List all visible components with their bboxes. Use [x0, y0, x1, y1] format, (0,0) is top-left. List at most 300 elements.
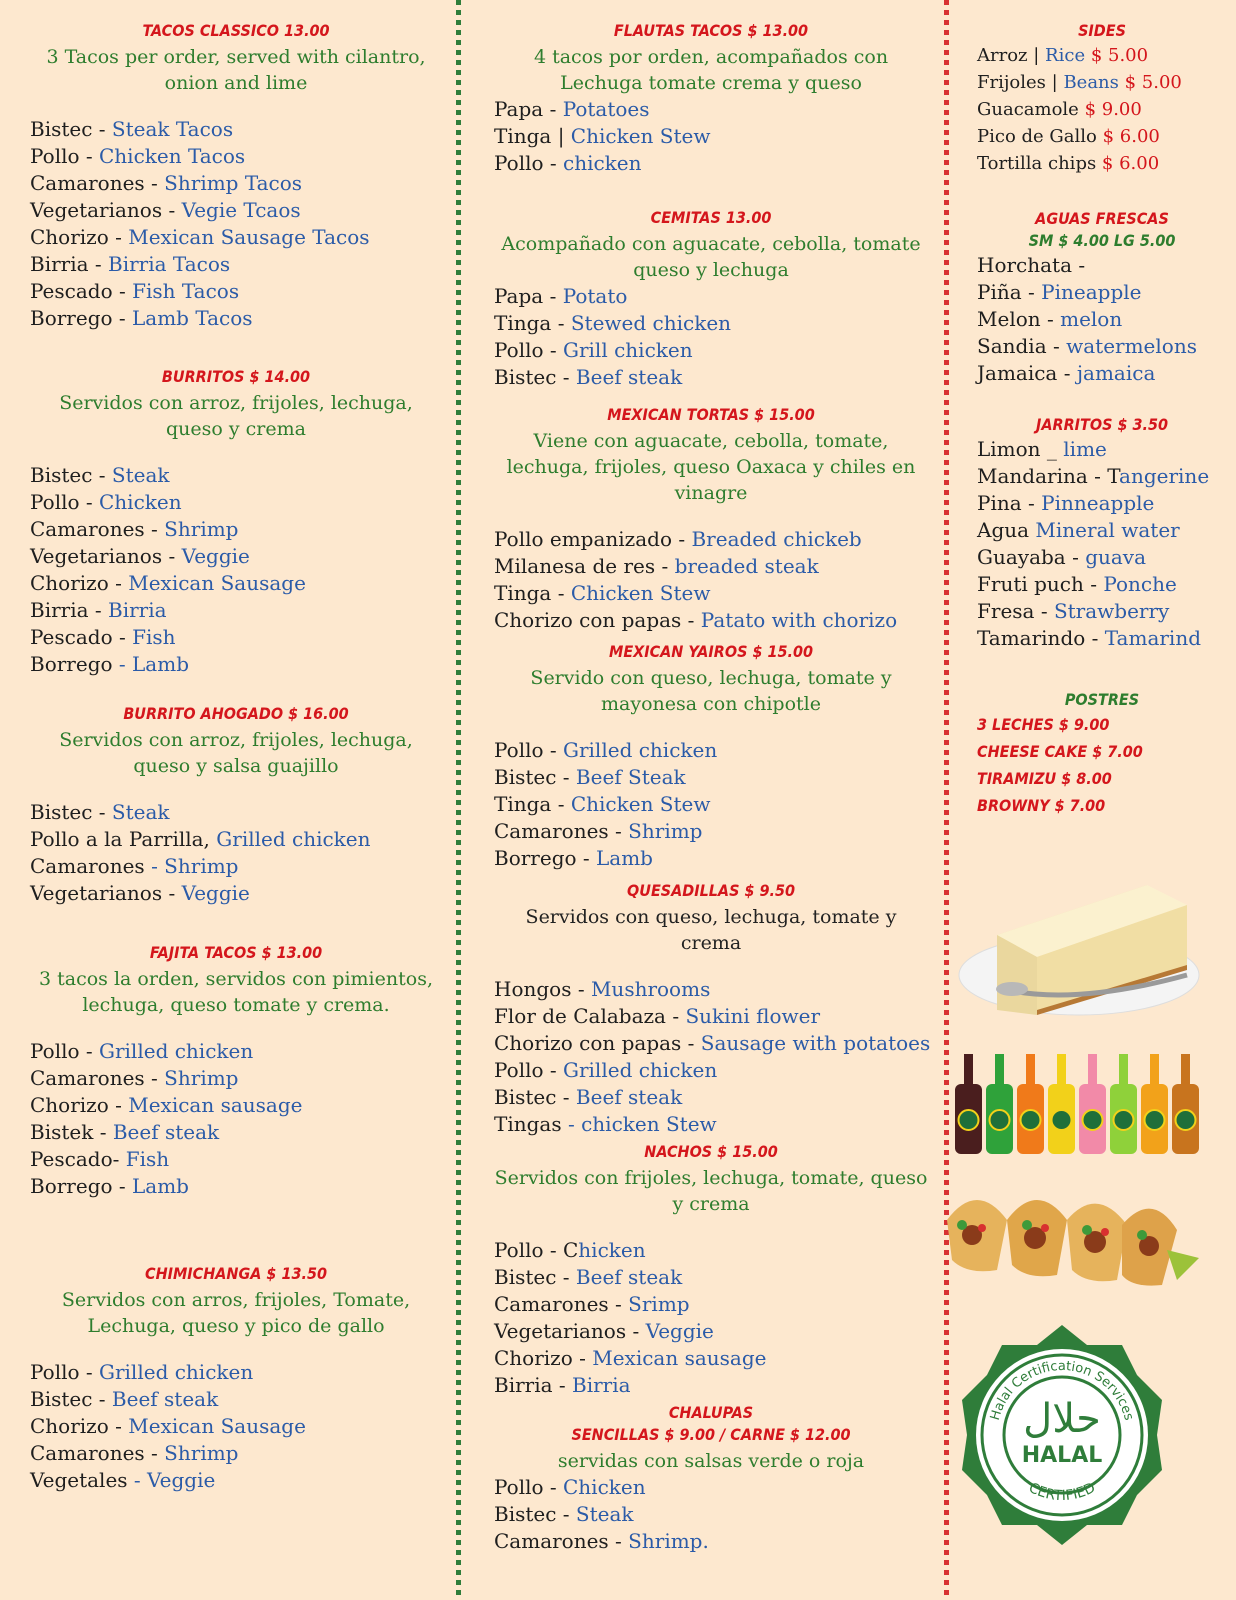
item-name-english: Potatoes	[562, 97, 650, 121]
menu-item	[30, 597, 442, 624]
item-name-spanish: Birria -	[30, 252, 109, 276]
menu-item	[30, 1173, 442, 1200]
item-name-english: Grill chicken	[563, 338, 693, 362]
section-description: Servidos con arros, frijoles, Tomate, Lechuga, queso y pico de gallo	[61, 1289, 411, 1337]
item-name-spanish: Pollo -	[30, 1360, 99, 1384]
menu-item	[30, 1440, 442, 1467]
flautas-tacos-13-00-section	[494, 20, 928, 177]
menu-item	[977, 544, 1227, 571]
item-name-english: Sausage with potatoes	[700, 1031, 931, 1055]
menu-item	[494, 845, 928, 872]
item-name-spanish: Papa -	[494, 97, 563, 121]
item-name-english: Beef steak	[111, 1387, 219, 1411]
item-name-english: Breaded chickeb	[691, 527, 862, 551]
item-name-english: Rice	[1045, 45, 1091, 66]
menu-item	[494, 364, 928, 391]
item-name-english: Patato with chorizo	[700, 608, 898, 632]
menu-item	[977, 333, 1227, 360]
item-name-spanish: Tinga -	[494, 311, 571, 335]
item-name-english: Chicken	[563, 1475, 646, 1499]
item-name-english: guava	[1085, 545, 1147, 569]
item-name-spanish: Camarones -	[494, 1292, 629, 1316]
section-title: MEXICAN TORTAS $ 15.00	[607, 405, 815, 424]
item-name-spanish: Pollo -	[30, 1039, 99, 1063]
item-name-spanish: Pollo empanizado -	[494, 527, 692, 551]
item-name-spanish: Camarones	[30, 854, 152, 878]
jarritos-section	[977, 414, 1227, 652]
menu-item	[494, 283, 928, 310]
section-title: QUESADILLAS $ 9.50	[627, 881, 795, 900]
item-name-english: angerine	[1119, 464, 1210, 488]
menu-item-list	[30, 462, 442, 678]
burrito-ahogado-16-00-section	[30, 703, 442, 907]
item-name-spanish: Bistec -	[494, 1085, 576, 1109]
item-name-spanish: Bistek -	[30, 1120, 113, 1144]
menu-item-list	[30, 116, 442, 332]
item-name-english: Chicken	[99, 490, 182, 514]
red-divider	[944, 0, 949, 1600]
item-name-english: Beef steak	[575, 365, 683, 389]
item-name-spanish: Tortilla chips	[977, 153, 1102, 174]
item-name-spanish: Pico de Gallo	[977, 126, 1103, 147]
item-name-spanish: Vegetales	[30, 1468, 134, 1492]
dessert-item: 3 LECHES $ 9.00	[977, 715, 1110, 734]
item-name-english: Beef steak	[112, 1120, 220, 1144]
halal-badge	[957, 1320, 1167, 1550]
section-description: Servidos con arroz, frijoles, lechuga, queso y salsa guajillo	[59, 729, 413, 777]
item-name-spanish: Chorizo -	[30, 571, 129, 595]
halal-ring-bottom-text: CERTIFIED	[1025, 1479, 1099, 1505]
soda-bottle-icon	[1017, 1054, 1044, 1154]
item-name-spanish: Limon _	[977, 437, 1064, 461]
menu-item	[494, 1501, 928, 1528]
menu-item	[30, 1038, 442, 1065]
menu-item-list	[494, 1237, 928, 1399]
menu-item	[30, 543, 442, 570]
item-name-english: Shrimp	[164, 1441, 239, 1465]
menu-item	[30, 624, 442, 651]
item-name-spanish: Birria -	[30, 598, 109, 622]
section-description: Servidos con arroz, frijoles, lechuga, queso y crema	[59, 392, 413, 440]
menu-item	[977, 279, 1227, 306]
item-name-spanish: Bistec -	[494, 365, 576, 389]
item-name-english: Birria Tacos	[108, 252, 231, 276]
item-name-spanish: Borrego -	[30, 306, 133, 330]
menu-item	[494, 553, 928, 580]
item-name-spanish: Pollo -	[494, 338, 563, 362]
item-name-spanish: Pollo - C	[494, 1238, 579, 1262]
cheesecake-image	[957, 865, 1207, 1025]
item-name-spanish: Pina -	[977, 491, 1042, 515]
nachos-15-00-section	[494, 1141, 928, 1399]
item-name-english: Grilled chicken	[99, 1039, 254, 1063]
section-title: FLAUTAS TACOS $ 13.00	[613, 21, 809, 40]
aguas-prices: SM $ 4.00 LG 5.00	[1028, 231, 1176, 250]
menu-item	[30, 880, 442, 907]
item-name-spanish: Tinga -	[494, 581, 571, 605]
menu-item	[494, 1264, 928, 1291]
menu-item	[30, 224, 442, 251]
item-name-spanish: Bistec -	[494, 765, 576, 789]
menu-item	[494, 607, 928, 634]
chimichanga-13-50-section	[30, 1263, 442, 1494]
item-name-spanish: Chorizo -	[30, 1093, 129, 1117]
menu-item	[977, 306, 1227, 333]
item-name-english: Grilled chicken	[563, 1058, 718, 1082]
item-name-spanish: Bistec -	[494, 1265, 576, 1289]
menu-item	[977, 436, 1227, 463]
item-price: $ 5.00	[1124, 72, 1182, 93]
aguas-list	[977, 252, 1227, 387]
menu-item	[977, 571, 1227, 598]
jarritos-list	[977, 436, 1227, 652]
menu-item	[977, 42, 1227, 69]
item-name-spanish: Pollo a la Parrilla,	[30, 827, 217, 851]
item-name-spanish: Guacamole	[977, 99, 1085, 120]
item-name-spanish: Arroz |	[977, 45, 1046, 66]
green-divider	[456, 0, 461, 1600]
item-name-spanish: Bistec -	[30, 117, 112, 141]
item-name-spanish: Guayaba -	[977, 545, 1086, 569]
item-name-spanish: Piña -	[977, 280, 1042, 304]
menu-item	[494, 1111, 928, 1138]
item-name-spanish: Pollo -	[30, 490, 99, 514]
item-name-english: Chicken Tacos	[99, 144, 246, 168]
item-name-english: Mexican sausage	[592, 1346, 767, 1370]
postres-list	[977, 711, 1227, 819]
menu-item	[977, 123, 1227, 150]
halal-ring-top-text: Halal Certification Services	[987, 1358, 1137, 1423]
menu-item	[494, 1372, 928, 1399]
menu-item-list	[30, 1038, 442, 1200]
section-title: BURRITOS $ 14.00	[161, 367, 311, 386]
section-description: 4 tacos por orden, acompañados con Lechuga tomate crema y queso	[533, 46, 889, 94]
menu-item-list	[494, 976, 931, 1138]
menu-item	[30, 1386, 442, 1413]
item-name-english: Grilled chicken	[216, 827, 371, 851]
item-name-english: lime	[1063, 437, 1107, 461]
item-price: $ 6.00	[1102, 126, 1160, 147]
item-name-spanish: Tingas	[494, 1112, 568, 1136]
item-name-spanish: Camarones -	[494, 1529, 629, 1553]
item-name-english: Shrimp	[628, 819, 703, 843]
dessert-item: TIRAMIZU $ 8.00	[977, 769, 1112, 788]
soda-bottle-icon	[1141, 1054, 1168, 1154]
item-name-spanish: Vegetarianos -	[30, 198, 182, 222]
item-name-spanish: Vegetarianos -	[494, 1319, 646, 1343]
menu-item	[30, 462, 442, 489]
item-name-english: Veggie	[645, 1319, 714, 1343]
item-name-english: Mineral water	[1035, 518, 1180, 542]
section-description: Servidos con queso, lechuga, tomate y crema	[525, 906, 897, 954]
item-name-spanish: Borrego -	[494, 846, 597, 870]
menu-item	[494, 96, 928, 123]
halal-arabic-text: حلال	[1023, 1396, 1101, 1442]
menu-item	[977, 625, 1227, 652]
item-name-spanish: Pollo -	[494, 151, 563, 175]
halal-word-text: HALAL	[1021, 1443, 1103, 1468]
menu-item	[977, 360, 1227, 387]
soda-bottle-icon	[1079, 1054, 1106, 1154]
halal-seal-icon	[957, 1320, 1167, 1550]
section-title: MEXICAN YAIROS $ 15.00	[608, 642, 813, 661]
item-name-english: Fish Tacos	[132, 279, 240, 303]
section-title: CEMITAS 13.00	[650, 208, 772, 227]
menu-item	[494, 791, 928, 818]
mexican-yairos-15-00-section	[494, 641, 928, 872]
menu-item	[494, 737, 928, 764]
menu-item	[494, 818, 928, 845]
menu-item-list	[494, 526, 928, 634]
item-name-spanish: Tinga -	[494, 792, 571, 816]
item-name-english: Beef steak	[575, 1265, 683, 1289]
item-name-spanish: Papa -	[494, 284, 563, 308]
item-price: $ 5.00	[1090, 45, 1149, 66]
menu-item	[977, 517, 1227, 544]
menu-item-list	[494, 96, 928, 177]
menu-item	[30, 570, 442, 597]
section-description: 3 tacos la orden, servidos con pimientos, lechuga, queso tomate y crema.	[39, 968, 433, 1016]
item-name-english: Veggie	[181, 544, 250, 568]
section-description: servidas con salsas verde o roja	[557, 1450, 865, 1472]
menu-item	[494, 123, 928, 150]
menu-item-list	[30, 799, 442, 907]
item-name-english: Pineapple	[1041, 280, 1142, 304]
item-price: $ 9.00	[1084, 99, 1142, 120]
sides-title: SIDES	[1078, 21, 1126, 40]
menu-item	[30, 853, 442, 880]
item-name-spanish: Camarones -	[30, 1066, 165, 1090]
item-name-english: - Shrimp	[151, 854, 239, 878]
item-name-english: Beef steak	[575, 1085, 683, 1109]
menu-item	[30, 143, 442, 170]
item-name-spanish: Fruti puch -	[977, 572, 1104, 596]
menu-item	[494, 310, 928, 337]
item-name-english: Grilled chicken	[563, 738, 718, 762]
menu-item	[494, 526, 928, 553]
item-name-english: Strawberry	[1053, 599, 1170, 623]
soda-bottle-icon	[986, 1054, 1013, 1154]
item-name-english: Tamarind	[1104, 626, 1202, 650]
item-name-english: Birria	[108, 598, 167, 622]
item-price: $ 6.00	[1101, 153, 1160, 174]
item-name-english: Lamb	[132, 1174, 189, 1198]
fajita-tacos-13-00-section	[30, 942, 442, 1200]
mexican-tortas-15-00-section	[494, 404, 928, 634]
menu-item	[30, 251, 442, 278]
item-name-english: chicken	[563, 151, 642, 175]
item-name-english: Steak	[575, 1502, 634, 1526]
menu-item	[30, 278, 442, 305]
section-title: BURRITO AHOGADO $ 16.00	[123, 704, 349, 723]
menu-item	[30, 516, 442, 543]
item-name-spanish: Horchata -	[977, 253, 1086, 277]
item-name-spanish: Pescado -	[30, 279, 133, 303]
item-name-english: - Veggie	[133, 1468, 216, 1492]
menu-item	[494, 1003, 928, 1030]
section-subtitle: SENCILLAS $ 9.00 / CARNE $ 12.00	[571, 1425, 851, 1444]
item-name-spanish: Tamarindo -	[977, 626, 1105, 650]
menu-item	[30, 197, 442, 224]
item-name-spanish: Milanesa de res -	[494, 554, 675, 578]
item-name-english: Beans	[1063, 72, 1125, 93]
menu-item-list	[30, 1359, 442, 1494]
soda-bottle-icon	[955, 1054, 982, 1154]
section-title: TACOS CLASSICO 13.00	[142, 21, 330, 40]
item-name-english: Steak	[111, 800, 170, 824]
item-name-english: - chicken Stew	[567, 1112, 717, 1136]
jarritos-bottles-image	[947, 1050, 1207, 1160]
item-name-spanish: Birria -	[494, 1373, 573, 1397]
section-title: NACHOS $ 15.00	[644, 1142, 778, 1161]
item-name-english: jamaica	[1076, 361, 1156, 385]
item-name-spanish: Borrego -	[30, 1174, 133, 1198]
item-name-english: Pinneapple	[1041, 491, 1155, 515]
aguas-section	[977, 208, 1227, 387]
item-name-english: Birria	[572, 1373, 631, 1397]
item-name-spanish: Agua	[977, 518, 1036, 542]
item-name-english: breaded steak	[674, 554, 819, 578]
item-name-english: Mexican Sausage Tacos	[128, 225, 370, 249]
menu-item-list	[494, 737, 928, 872]
item-name-spanish: Vegetarianos -	[30, 881, 182, 905]
menu-item	[494, 1528, 928, 1555]
item-name-spanish: Bistec -	[494, 1502, 576, 1526]
item-name-spanish: Fresa -	[977, 599, 1054, 623]
menu-item	[30, 1092, 442, 1119]
sides-list	[977, 42, 1227, 177]
item-name-spanish: Bistec -	[30, 463, 112, 487]
item-name-spanish: Melon -	[977, 307, 1061, 331]
item-name-english: Mushrooms	[590, 977, 711, 1001]
item-name-english: - Lamb	[118, 652, 189, 676]
section-title: CHALUPAS	[668, 1403, 754, 1422]
menu-item	[494, 1237, 928, 1264]
item-name-spanish: Borrego	[30, 652, 119, 676]
item-name-spanish: Pescado -	[30, 625, 133, 649]
item-name-english: Mexican Sausage	[128, 1414, 306, 1438]
item-name-english: Shrimp.	[628, 1529, 709, 1553]
item-name-english: hicken	[578, 1238, 646, 1262]
menu-item	[30, 1146, 442, 1173]
item-name-english: Chicken Stew	[570, 581, 711, 605]
section-description: Viene con aguacate, cebolla, tomate, lechuga, frijoles, queso Oaxaca y chiles en vinagre	[506, 430, 916, 504]
soda-bottle-icon	[1172, 1054, 1199, 1154]
menu-item	[30, 1467, 442, 1494]
menu-item	[30, 1119, 442, 1146]
item-name-english: Mexican sausage	[128, 1093, 303, 1117]
menu-item-list	[494, 1474, 928, 1555]
item-name-english: Shrimp	[164, 1066, 239, 1090]
dessert-item: CHEESE CAKE $ 7.00	[977, 742, 1143, 761]
item-name-spanish: Tinga |	[494, 124, 571, 148]
item-name-spanish: Chorizo -	[30, 1414, 129, 1438]
item-name-spanish: Camarones -	[30, 171, 165, 195]
soda-bottle-icon	[1110, 1054, 1137, 1154]
item-name-spanish: Mandarina - T	[977, 464, 1120, 488]
item-name-english: Lamb	[596, 846, 653, 870]
item-name-spanish: Chorizo -	[494, 1346, 593, 1370]
menu-item	[494, 1084, 928, 1111]
menu-item	[977, 69, 1227, 96]
menu-item	[494, 150, 928, 177]
menu-item	[977, 490, 1227, 517]
menu-item	[494, 1030, 931, 1057]
item-name-spanish: Hongos -	[494, 977, 591, 1001]
item-name-spanish: Pollo -	[494, 738, 563, 762]
item-name-english: Grilled chicken	[99, 1360, 254, 1384]
menu-item	[494, 1291, 928, 1318]
menu-item	[494, 1474, 928, 1501]
item-name-english: Chicken Stew	[570, 124, 711, 148]
menu-item	[494, 1318, 928, 1345]
item-name-english: Chicken Stew	[570, 792, 711, 816]
sides-section	[977, 20, 1227, 177]
item-name-spanish: Pollo -	[494, 1058, 563, 1082]
menu-item	[30, 799, 442, 826]
item-name-spanish: Flor de Calabaza -	[494, 1004, 686, 1028]
item-name-spanish: Camarones -	[30, 517, 165, 541]
menu-item	[494, 764, 928, 791]
menu-item	[977, 252, 1227, 279]
item-name-english: Steak Tacos	[111, 117, 234, 141]
item-name-spanish: Bistec -	[30, 1387, 112, 1411]
menu-item	[30, 489, 442, 516]
menu-item	[977, 150, 1227, 177]
menu-item	[30, 1065, 442, 1092]
item-name-english: Steak	[111, 463, 170, 487]
item-name-spanish: Pescado-	[30, 1147, 126, 1171]
item-name-english: watermelons	[1066, 334, 1197, 358]
menu-item	[977, 96, 1227, 123]
item-name-english: melon	[1060, 307, 1123, 331]
section-title: CHIMICHANGA $ 13.50	[145, 1264, 327, 1283]
burritos-14-00-section	[30, 366, 442, 678]
item-name-english: Vegie Tcaos	[181, 198, 301, 222]
jarritos-title: JARRITOS $ 3.50	[1036, 415, 1168, 434]
menu-item	[30, 651, 442, 678]
postres-title: POSTRES	[1064, 690, 1140, 709]
item-name-spanish: Chorizo con papas -	[494, 608, 701, 632]
item-name-english: Fish	[125, 1147, 170, 1171]
item-name-spanish: Bistec -	[30, 800, 112, 824]
tacos-image	[937, 1180, 1207, 1290]
quesadillas-9-50-section	[494, 880, 931, 1138]
soda-bottle-icon	[1048, 1054, 1075, 1154]
menu-item	[494, 337, 928, 364]
item-name-english: Fish	[132, 625, 176, 649]
aguas-title: AGUAS FRESCAS	[1035, 209, 1169, 228]
section-description: Servidos con frijoles, lechuga, tomate, queso y crema	[494, 1167, 928, 1215]
section-description: 3 Tacos per order, served with cilantro, onion and lime	[46, 46, 426, 94]
menu-item	[30, 170, 442, 197]
item-name-english: Sukini flower	[685, 1004, 821, 1028]
item-name-spanish: Jamaica -	[977, 361, 1077, 385]
item-name-english: Beef Steak	[575, 765, 686, 789]
item-name-spanish: Chorizo -	[30, 225, 129, 249]
menu-item	[977, 598, 1227, 625]
item-name-english: Potato	[562, 284, 628, 308]
menu-item	[494, 976, 928, 1003]
chalupas-section	[494, 1402, 928, 1555]
item-name-spanish: Vegetarianos -	[30, 544, 182, 568]
section-description: Acompañado con aguacate, cebolla, tomate queso y lechuga	[501, 233, 921, 281]
menu-item	[30, 1359, 442, 1386]
item-name-english: Veggie	[181, 881, 250, 905]
menu-item	[30, 116, 442, 143]
menu-item	[494, 1057, 928, 1084]
menu-item	[30, 826, 442, 853]
